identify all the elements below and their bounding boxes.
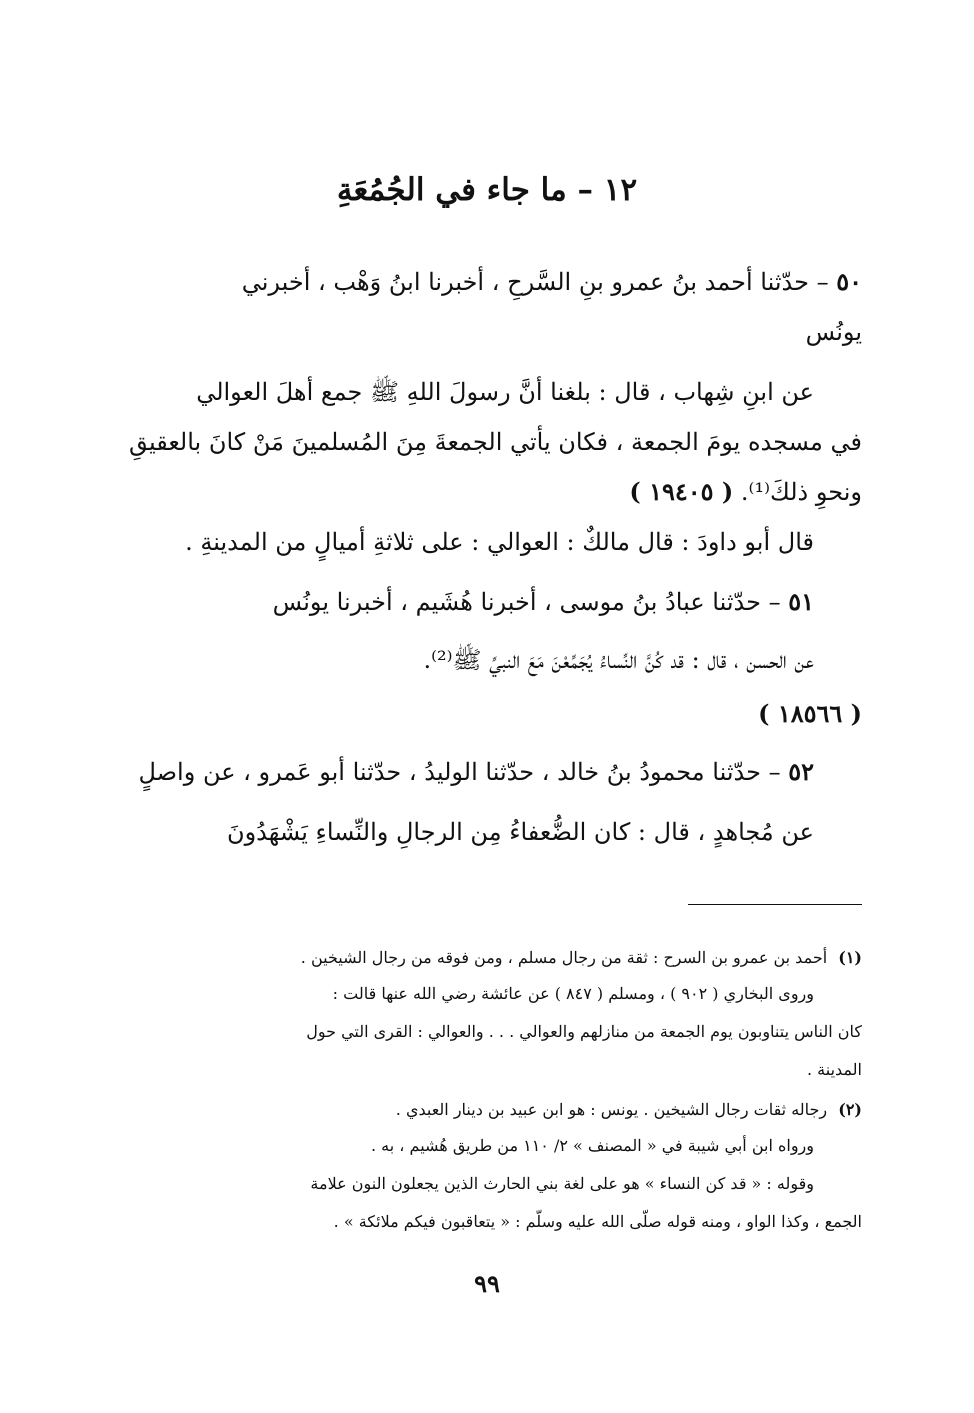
footnote-2-line-1 (162, 1096, 862, 1124)
footnote-2-line-3: وقوله : « قد كن النساء » هو على لغة بني الحارث الذين يجعلون النون علامة (310, 1174, 814, 1193)
hadith-51-line-2: عن الحسن ، قال : قد كُنَّ النِّساءُ يُجَمِّعْنَ مَعَ النبيِّ ﷺ⁽²⁾. (423, 646, 814, 674)
hadith-50-line-3: عن ابنِ شِهاب ، قال : بلغنا أنَّ رسولَ اللهِ ﷺ جمع أهلَ العوالي (196, 378, 814, 406)
footnote-1-line-4: المدينة . (807, 1060, 862, 1079)
hadith-52-line-1 (138, 752, 814, 792)
hadith-52-number: ٥٢ (788, 757, 814, 786)
footnote-2-number: (٢) (838, 1100, 862, 1119)
hadith-52-line-2: عن مُجاهدٍ ، قال : كان الضُّعفاءُ مِن الرجالِ والنِّساءِ يَشْهَدُونَ (226, 818, 814, 846)
hadith-51-reference (162, 694, 862, 734)
hadith-51-number: ٥١ (788, 587, 814, 616)
hadith-50-reference: ( ١٩٤٠٥ ) (629, 477, 734, 506)
hadith-50-text-1: – حدّثنا أحمد بنُ عمرو بنِ السَّرحِ ، أخبرنا ابنُ وَهْب ، أخبرني (241, 268, 829, 296)
hadith-50-number: ٥٠ (836, 267, 862, 296)
footnote-1-number: (١) (838, 948, 862, 967)
hadith-50-line-5 (162, 472, 862, 512)
hadith-51-ref-text: ( ١٨٥٦٦ ) (758, 699, 862, 728)
chapter-title: ١٢ – ما جاء في الجُمُعَةِ (336, 172, 638, 208)
hadith-50-line-1 (162, 262, 862, 302)
footnote-2-line-2: ورواه ابن أبي شيبة في « المصنف » ٢/ ١١٠ من طريق هُشيم ، به . (371, 1136, 814, 1155)
abu-dawud-note: قال أبو داودَ : قال مالكٌ : العوالي : على ثلاثةِ أميالٍ من المدينةِ . (185, 528, 814, 556)
footnote-2-line-4: الجمع ، وكذا الواو ، ومنه قوله صلّى الله عليه وسلّم : « يتعاقبون فيكم ملائكة » . (333, 1212, 862, 1231)
footnote-separator (688, 904, 862, 905)
hadith-51-text-1: – حدّثنا عبادُ بنُ موسى ، أخبرنا هُشَيم ، أخبرنا يونُس (272, 588, 781, 616)
footnote-1-text-1: أحمد بن عمرو بن السرح : ثقة من رجال مسلم ، ومن فوقه من رجال الشيخين . (300, 948, 828, 967)
footnote-1-line-3: كان الناس يتناوبون يوم الجمعة من منازلهم والعوالي . . . والعوالي : القرى التي حول (306, 1022, 862, 1041)
page-number: ٩٩ (474, 1269, 500, 1298)
footnote-2-text-1: رجاله ثقات رجال الشيخين . يونس : هو ابن عبيد بن دينار العبدي . (395, 1100, 828, 1119)
hadith-51-line-1 (162, 582, 814, 622)
hadith-50-text-5: ونحوِ ذلكَ⁽¹⁾. (740, 478, 862, 506)
hadith-52-text-1: – حدّثنا محمودُ بنُ خالد ، حدّثنا الوليدُ ، حدّثنا أبو عَمرو ، عن واصلٍ (138, 758, 781, 786)
hadith-50-line-4: في مسجده يومَ الجمعة ، فكان يأتي الجمعةَ مِنَ المُسلمينَ مَنْ كانَ بالعقيقِ (128, 428, 862, 456)
footnote-1-line-1 (162, 944, 862, 972)
footnote-1-line-2: وروى البخاري ( ٩٠٢ ) ، ومسلم ( ٨٤٧ ) عن عائشة رضي الله عنها قالت : (332, 984, 814, 1003)
hadith-50-line-2: يونُس (805, 318, 862, 346)
